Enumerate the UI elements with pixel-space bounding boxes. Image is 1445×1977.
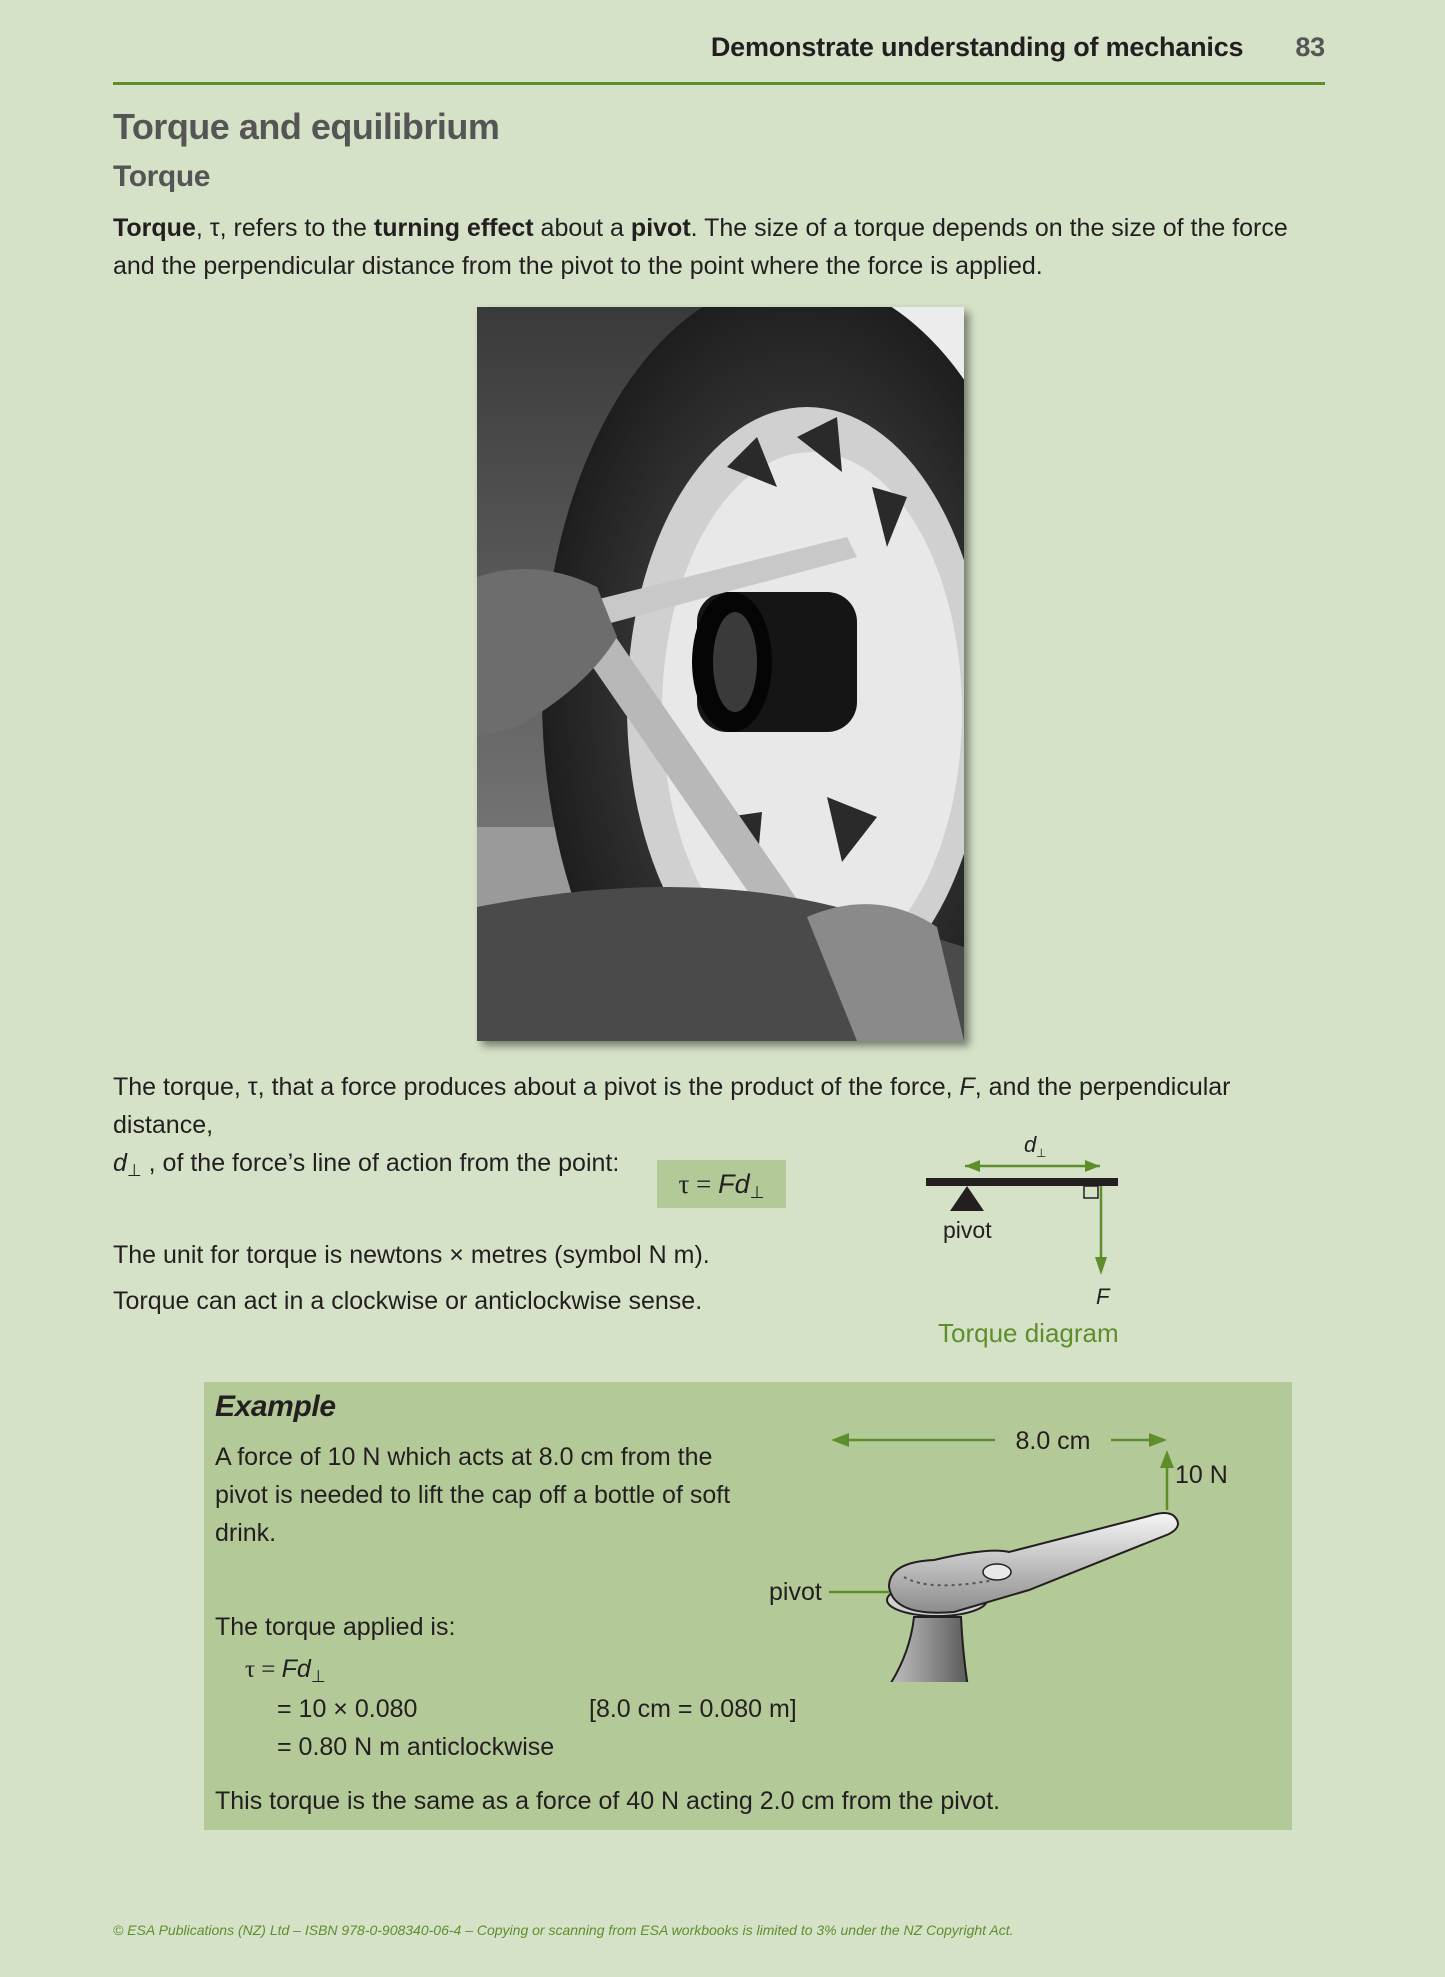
- example-line-2: = 10 × 0.080: [277, 1695, 418, 1723]
- bottle-opener-diagram: [739, 1412, 1279, 1682]
- page-number: 83: [1295, 32, 1325, 62]
- example-body: A force of 10 N which acts at 8.0 cm from the pivot is needed to lift the cap off a bottle of soft drink.: [215, 1443, 731, 1547]
- term-turning-effect: turning effect: [373, 214, 534, 242]
- formula-lhs: τ =: [678, 1169, 719, 1199]
- section-title: Torque: [113, 160, 211, 193]
- desc-perp: ⊥: [126, 1161, 142, 1180]
- page-title: Torque and equilibrium: [113, 106, 500, 147]
- distance-arrow-right-head: [1149, 1433, 1167, 1447]
- desc-text-1: The torque, τ, that a force produces about a pivot is the product of the force,: [113, 1073, 960, 1101]
- example-line-3: = 0.80 N m anticlockwise: [277, 1733, 555, 1761]
- force-arrow-head: [1095, 1257, 1107, 1275]
- example-line1-perp: ⊥: [310, 1667, 326, 1686]
- intro-text-3: . The size of a torque depends on the size of the force and the perpendicular distance from the pivot to the point where the force is applied.: [113, 214, 1288, 280]
- opener-hole: [983, 1564, 1011, 1580]
- distance-arrow-left-head: [965, 1160, 980, 1172]
- photo-illustration: [477, 307, 964, 1041]
- header-title: Demonstrate understanding of mechanics: [710, 32, 1244, 62]
- desc-text-3: , of the force’s line of action from the point:: [141, 1149, 620, 1177]
- diagram-d-perp: ⊥: [1036, 1146, 1047, 1160]
- distance-arrow-left-head: [831, 1433, 849, 1447]
- desc-text-2: , and the perpendicular distance,: [113, 1073, 1231, 1139]
- bottle: [844, 1617, 979, 1682]
- diagram-pivot-label: pivot: [943, 1217, 992, 1243]
- force-label: 10 N: [1175, 1461, 1228, 1489]
- intro-text-1: , τ, refers to the: [195, 214, 374, 242]
- torque-diagram: [900, 1120, 1140, 1310]
- example-line1-fd: Fd: [281, 1655, 311, 1683]
- torque-formula: [657, 1160, 786, 1208]
- term-pivot: pivot: [630, 214, 691, 242]
- example-conversion-note: [8.0 cm = 0.080 m]: [589, 1695, 797, 1723]
- distance-label: 8.0 cm: [1015, 1427, 1091, 1455]
- pivot-label: pivot: [769, 1578, 822, 1606]
- running-header: [711, 32, 1325, 63]
- example-title: Example: [215, 1390, 336, 1423]
- example-line1-lhs: τ =: [245, 1656, 282, 1683]
- intro-paragraph: [113, 209, 1333, 285]
- term-torque: Torque: [113, 214, 196, 242]
- wheel-wrench-photo: [477, 307, 964, 1041]
- desc-symbol-d: d: [113, 1149, 127, 1177]
- diagram-force-label: F: [1096, 1284, 1110, 1309]
- example-box: [204, 1382, 1292, 1830]
- distance-arrow-right-head: [1085, 1160, 1100, 1172]
- beam: [926, 1178, 1118, 1186]
- formula-fd: Fd: [718, 1169, 750, 1199]
- example-final-note: This torque is the same as a force of 40 N acting 2.0 cm from the pivot.: [215, 1787, 1001, 1815]
- example-torque-applied: The torque applied is:: [215, 1613, 456, 1641]
- torque-diagram-caption: Torque diagram: [938, 1318, 1119, 1348]
- unit-line: The unit for torque is newtons × metres (symbol N m).: [113, 1241, 710, 1269]
- formula-perp: ⊥: [749, 1183, 765, 1202]
- desc-symbol-f: F: [959, 1073, 975, 1101]
- sense-line: Torque can act in a clockwise or anticlockwise sense.: [113, 1287, 703, 1315]
- diagram-d-label: d: [1024, 1132, 1037, 1157]
- pivot-triangle: [950, 1186, 984, 1211]
- copyright-footer: © ESA Publications (NZ) Ltd – ISBN 978-0-908340-06-4 – Copying or scanning from ESA workbooks is limited to 3% under the NZ Copyright Act.: [113, 1922, 1014, 1938]
- intro-text-2: about a: [533, 214, 631, 242]
- right-angle-marker: [1084, 1186, 1098, 1198]
- header-rule: [113, 82, 1325, 85]
- bottle-opener-lever: [889, 1513, 1178, 1613]
- force-arrow-head: [1160, 1450, 1174, 1468]
